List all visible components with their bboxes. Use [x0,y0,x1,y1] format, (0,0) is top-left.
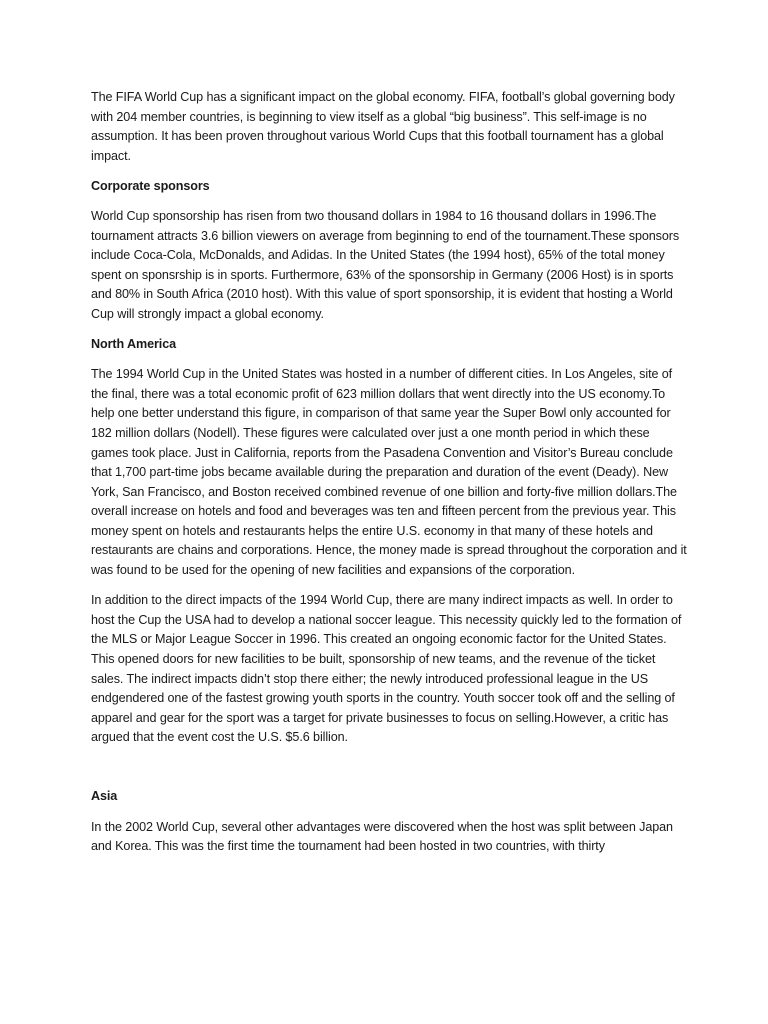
asia-paragraph: In the 2002 World Cup, several other advantages were discovered when the host was split between Japan and Korea. This was the first time the tournament had been hosted in two countries, with thirty [91,819,673,854]
document-body [91,88,687,867]
section-heading-north-america: North America [91,337,177,352]
section-heading-asia: Asia [91,789,118,804]
corporate-sponsors-paragraph: World Cup sponsorship has risen from two thousand dollars in 1984 to 16 thousand dollars in 1996.The tournament attracts 3.6 billion viewers on average from beginning to end of the tournament.These sponsors include Coca-Cola, McDonalds, and Adidas. In the United States (the 1994 host), 65% of the total money spent on sponsrship is in sports. Furthermore, 63% of the sponsorship in Germany (2006 Host) is in sports and 80% in South Africa (2010 host). With this value of sport sponsorship, it is evident that hosting a World Cup will strongly impact a global economy. [91,208,680,321]
north-america-paragraph-1: The 1994 World Cup in the United States was hosted in a number of different cities. In Los Angeles, site of the final, there was a total economic profit of 623 million dollars that went directly into the US economy.To help one better understand this figure, in comparison of that same year the Super Bowl only accounted for 182 million dollars (Nodell). These figures were calculated over just a one month period in which these games took place. Just in California, reports from the Pasadena Convention and Visitor’s Bureau conclude that 1,700 part-time jobs became available during the preparation and duration of the event (Deady). New York, San Francisco, and Boston received combined revenue of one billion and forty-five million dollars.The overall increase on hotels and food and beverages was ten and fifteen percent from the previous year. This money spent on hotels and restaurants helps the entire U.S. economy in that many of these hotels and restaurants are chains and corporations. Hence, the money made is spread throughout the corporation and it was found to be used for the opening of new facilities and expansions of the corporation. [91,367,687,578]
section-gap [91,758,687,787]
north-america-paragraph-2: In addition to the direct impacts of the 1994 World Cup, there are many indirect impacts as well. In order to host the Cup the USA had to develop a national soccer league. This necessity quickly led to the formation of the MLS or Major League Soccer in 1996. This created an ongoing economic factor for the United States. This opened doors for new facilities to be built, sponsorship of new teams, and the revenue of the ticket sales. The indirect impacts didn’t stop there either; the newly introduced professional league in the US endgendered one of the fastest growing youth sports in the country. Youth soccer took off and the selling of apparel and gear for the sport was a target for private businesses to focus on selling.However, a critic has argued that the event cost the U.S. $5.6 billion. [91,593,682,745]
section-heading-corporate-sponsors: Corporate sponsors [91,178,210,193]
intro-paragraph: The FIFA World Cup has a significant impact on the global economy. FIFA, football’s global governing body with 204 member countries, is beginning to view itself as a global “big business”. This self-image is no assumption. It has been proven throughout various World Cups that this football tournament has a global impact. [91,90,675,163]
